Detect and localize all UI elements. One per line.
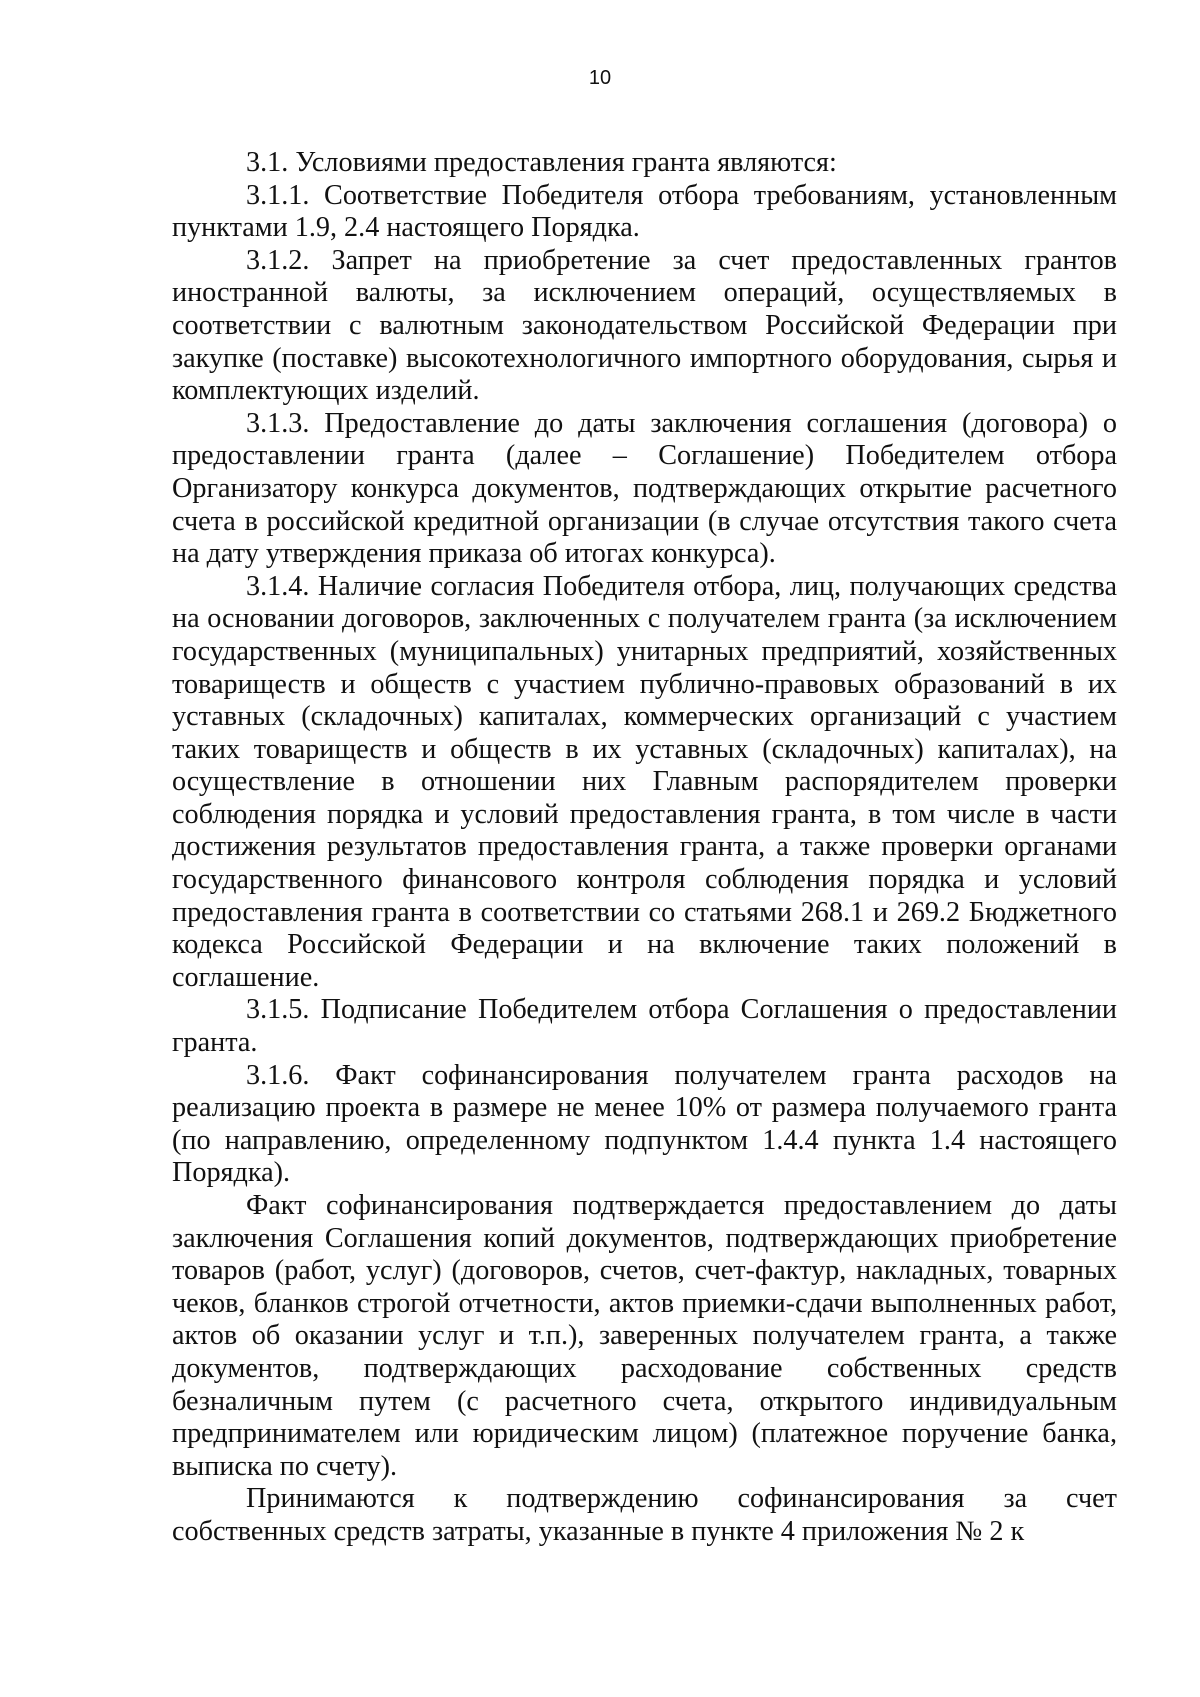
paragraph-3-1-4: 3.1.4. Наличие согласия Победителя отбора, лиц, получающих средства на основании договоров, заключенных с получателем гранта (за исключением государственных (муниципальных) унитарных предприятий, хозяйственных товариществ и обществ с участием публично-правовых образований в их уставных (складочных) капиталах, коммерческих организаций с участием таких товариществ и обществ в их уставных (складочных) капиталах), на осуществление в отношении них Главным распорядителем проверки соблюдения порядка и условий предоставления гранта, в том числе в части достижения результатов предоставления гранта, а также проверки органами государственного финансового контроля соблюдения порядка и условий предоставления гранта в соответствии со статьями 268.1 и 269.2 Бюджетного кодекса Российской Федерации и на включение таких положений в соглашение. bbox=[172, 570, 1117, 993]
paragraph-cofinancing-proof: Факт софинансирования подтверждается предоставлением до даты заключения Соглашения копий документов, подтверждающих приобретение товаров (работ, услуг) (договоров, счетов, счет-фактур, накладных, товарных чеков, бланков строгой отчетности, актов приемки-сдачи выполненных работ, актов об оказании услуг и т.п.), заверенных получателем гранта, а также документов, подтверждающих расходование собственных средств безналичным путем (с расчетного счета, открытого индивидуальным предпринимателем или юридическим лицом) (платежное поручение банка, выписка по счету). bbox=[172, 1190, 1117, 1482]
paragraph-3-1-3: 3.1.3. Предоставление до даты заключения соглашения (договора) о предоставлении гранта (далее – Соглашение) Победителем отбора Организатору конкурса документов, подтверждающих открытие расчетного счета в российской кредитной организации (в случае отсутствия такого счета на дату утверждения приказа об итогах конкурса). bbox=[172, 407, 1117, 570]
paragraph-accepted-costs: Принимаются к подтверждению софинансирования за счет собственных средств затраты, указанные в пункте 4 приложения № 2 к bbox=[172, 1483, 1117, 1547]
paragraph-3-1-2: 3.1.2. Запрет на приобретение за счет предоставленных грантов иностранной валюты, за исключением операций, осуществляемых в соответствии с валютным законодательством Российской Федерации при закупке (поставке) высокотехнологичного импортного оборудования, сырья и комплектующих изделий. bbox=[172, 244, 1117, 407]
document-body bbox=[172, 147, 1117, 1549]
paragraph-3-1-5: 3.1.5. Подписание Победителем отбора Соглашения о предоставлении гранта. bbox=[172, 994, 1117, 1059]
paragraph-3-1-1: 3.1.1. Соответствие Победителя отбора требованиям, установленным пунктами 1.9, 2.4 настоящего Порядка. bbox=[172, 179, 1117, 244]
paragraph-3-1: 3.1. Условиями предоставления гранта являются: bbox=[246, 147, 837, 178]
page-number: 10 bbox=[588, 67, 612, 89]
paragraph-3-1-6: 3.1.6. Факт софинансирования получателем гранта расходов на реализацию проекта в размере не менее 10% от размера получаемого гранта (по направлению, определенному подпунктом 1.4.4 пункта 1.4 настоящего Порядка). bbox=[172, 1059, 1117, 1189]
